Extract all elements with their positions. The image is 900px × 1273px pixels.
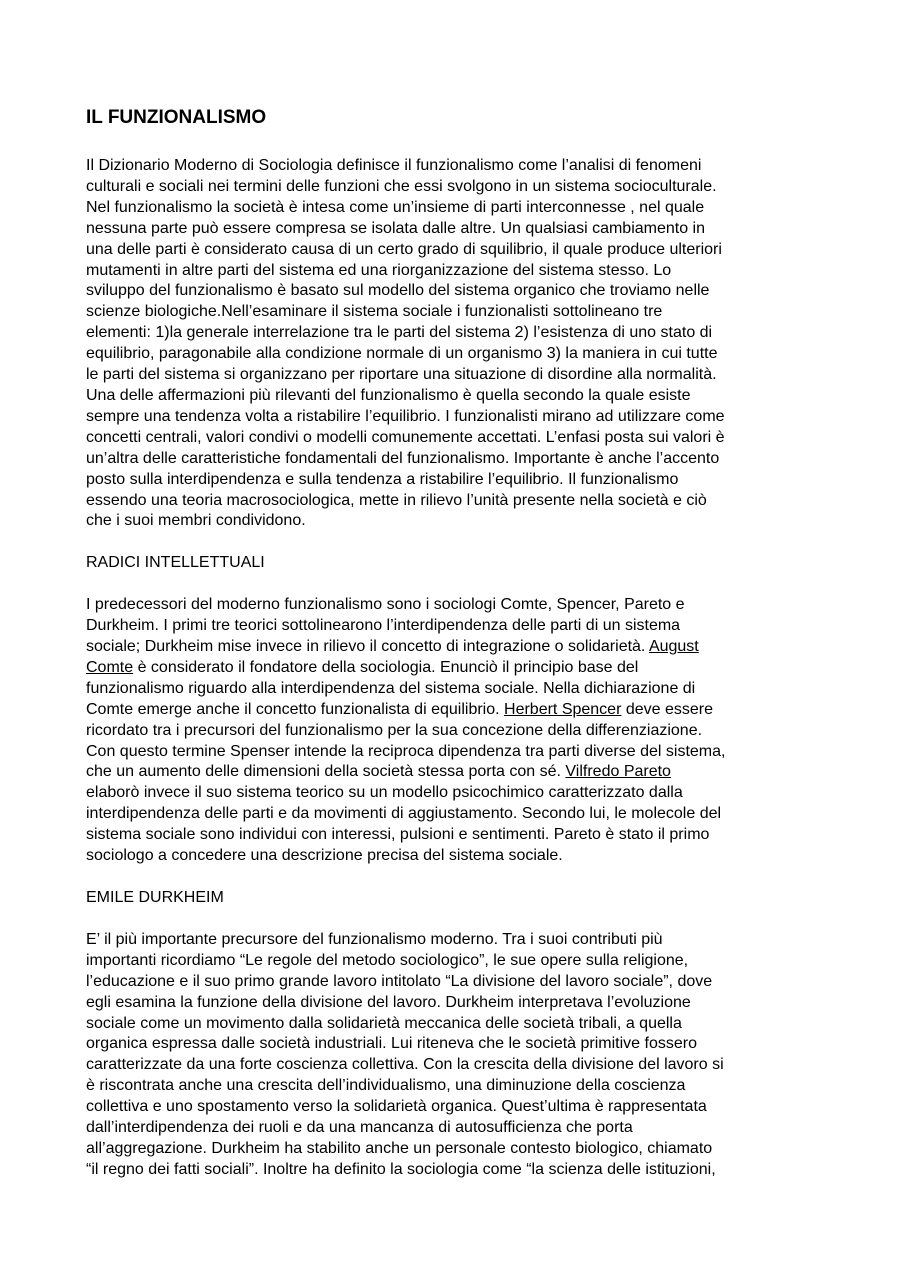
- text-line: sviluppo del funzionalismo è basato sul modello del sistema organico che troviamo nelle: [86, 282, 710, 300]
- text-line: Nel funzionalismo la società è intesa come un’insieme di parti interconnesse , nel quale: [86, 198, 705, 216]
- section-heading-durkheim: EMILE DURKHEIM: [86, 889, 224, 906]
- text-line: collettiva e uno spostamento verso la solidarietà organica. Quest’ultima è rappresentata: [86, 1098, 707, 1116]
- link-vilfredo-pareto[interactable]: Vilfredo Pareto: [565, 763, 671, 781]
- text-line: culturali e sociali nei termini delle funzioni che essi svolgono in un sistema socioculturale.: [86, 177, 717, 195]
- text-line: all’aggregazione. Durkheim ha stabilito anche un personale contesto biologico, chiamato: [86, 1139, 713, 1157]
- text-line: concetti centrali, valori condivi o modelli comunemente accettati. L’enfasi posta sui valori è: [86, 428, 725, 446]
- text-line: [86, 637, 821, 658]
- text-line: [86, 658, 821, 679]
- text-span: è considerato il fondatore della sociologia. Enunciò il principio base del: [133, 658, 639, 676]
- text-line: l’educazione e il suo primo grande lavoro intitolato “La divisione del lavoro sociale”, dove: [86, 972, 713, 990]
- text-line: Una delle affermazioni più rilevanti del funzionalismo è quella secondo la quale esiste: [86, 386, 691, 404]
- text-span: deve essere: [621, 700, 714, 718]
- text-line: E’ il più importante precursore del funzionalismo moderno. Tra i suoi contributi più: [86, 930, 663, 948]
- text-line: Durkheim. I primi tre teorici sottolinearono l’interdipendenza delle parti di un sistema: [86, 617, 681, 635]
- link-august-comte[interactable]: August: [648, 638, 699, 656]
- durkheim-paragraph: [86, 930, 821, 1181]
- text-line: sempre una tendenza volta a ristabilire l’equilibrio. I funzionalisti mirano ad utilizzare come: [86, 407, 725, 425]
- text-line: una delle parti è considerato causa di un certo grado di squilibrio, il quale produce ulteriori: [86, 240, 722, 258]
- text-line: elaborò invece il suo sistema teorico su un modello psicochimico caratterizzato dalla: [86, 784, 683, 802]
- intro-paragraph: [86, 156, 821, 532]
- text-line: [86, 762, 821, 783]
- text-line: funzionalismo riguardo alla interdipendenza del sistema sociale. Nella dichiarazione di: [86, 679, 696, 697]
- text-span: Comte emerge anche il concetto funzionalista di equilibrio.: [86, 700, 505, 718]
- text-line: I predecessori del moderno funzionalismo sono i sociologi Comte, Spencer, Pareto e: [86, 596, 685, 614]
- text-line: Il Dizionario Moderno di Sociologia definisce il funzionalismo come l’analisi di fenomeni: [86, 157, 702, 174]
- text-line: dall’interdipendenza dei ruoli e da una mancanza di autosufficienza che porta: [86, 1119, 633, 1137]
- document-page: [86, 106, 821, 1202]
- text-line: scienze biologiche.Nell’esaminare il sistema sociale i funzionalisti sottolineano tre: [86, 303, 663, 321]
- link-herbert-spencer[interactable]: Herbert Spencer: [504, 700, 622, 718]
- text-line: mutamenti in altre parti del sistema ed una riorganizzazione del sistema stesso. Lo: [86, 261, 672, 279]
- text-line: posto sulla interdipendenza e sulla tendenza a ristabilire l’equilibrio. Il funzionalismo: [86, 470, 679, 488]
- text-line: le parti del sistema si organizzano per riportare una situazione di disordine alla normalità.: [86, 366, 717, 384]
- section-heading-radici: RADICI INTELLETTUALI: [86, 554, 265, 572]
- text-line: equilibrio, paragonabile alla condizione normale di un organismo 3) la maniera in cui tutte: [86, 345, 718, 363]
- text-line: interdipendenza delle parti e da movimenti di aggiustamento. Secondo lui, le molecole del: [86, 805, 722, 823]
- text-line: elementi: 1)la generale interrelazione tra le parti del sistema 2) l’esistenza di uno stato di: [86, 324, 713, 342]
- text-line: che i suoi membri condividono.: [86, 512, 306, 530]
- text-line: “il regno dei fatti sociali”. Inoltre ha definito la sociologia come “la scienza delle istituzioni,: [86, 1160, 716, 1178]
- text-line: ricordato tra i precursori del funzionalismo per la sua concezione della differenziazione.: [86, 721, 703, 739]
- text-line: egli esamina la funzione della divisione del lavoro. Durkheim interpretava l’evoluzione: [86, 993, 691, 1011]
- text-span: che un aumento delle dimensioni della società stessa porta con sé.: [86, 763, 566, 781]
- text-span: sociale; Durkheim mise invece in rilievo il concetto di integrazione o solidarietà.: [86, 638, 649, 656]
- text-line: [86, 700, 821, 721]
- text-line: essendo una teoria macrosociologica, mette in rilievo l’unità presente nella società e ciò: [86, 491, 707, 509]
- text-line: è riscontrata anche una crescita dell’individualismo, una diminuzione della coscienza: [86, 1077, 686, 1095]
- text-line: organica espressa dalle società industriali. Lui riteneva che le società primitive fossero: [86, 1035, 697, 1053]
- radici-paragraph: [86, 595, 821, 867]
- text-line: un’altra delle caratteristiche fondamentali del funzionalismo. Importante è anche l’accento: [86, 449, 720, 467]
- document-title: IL FUNZIONALISMO: [86, 107, 267, 128]
- link-august-comte-continued[interactable]: Comte: [86, 658, 134, 676]
- text-line: importanti ricordiamo “Le regole del metodo sociologico”, le sue opere sulla religione,: [86, 951, 689, 969]
- text-line: Con questo termine Spenser intende la reciproca dipendenza tra parti diverse del sistema,: [86, 742, 726, 760]
- text-line: sistema sociale sono individui con interessi, pulsioni e sentimenti. Pareto è stato il primo: [86, 826, 710, 844]
- text-line: sociologo a concedere una descrizione precisa del sistema sociale.: [86, 847, 563, 865]
- text-line: nessuna parte può essere compresa se isolata dalle altre. Un qualsiasi cambiamento in: [86, 219, 706, 237]
- text-line: caratterizzate da una forte coscienza collettiva. Con la crescita della divisione del lavoro si: [86, 1056, 724, 1074]
- text-line: sociale come un movimento dalla solidarietà meccanica delle società tribali, a quella: [86, 1014, 682, 1032]
